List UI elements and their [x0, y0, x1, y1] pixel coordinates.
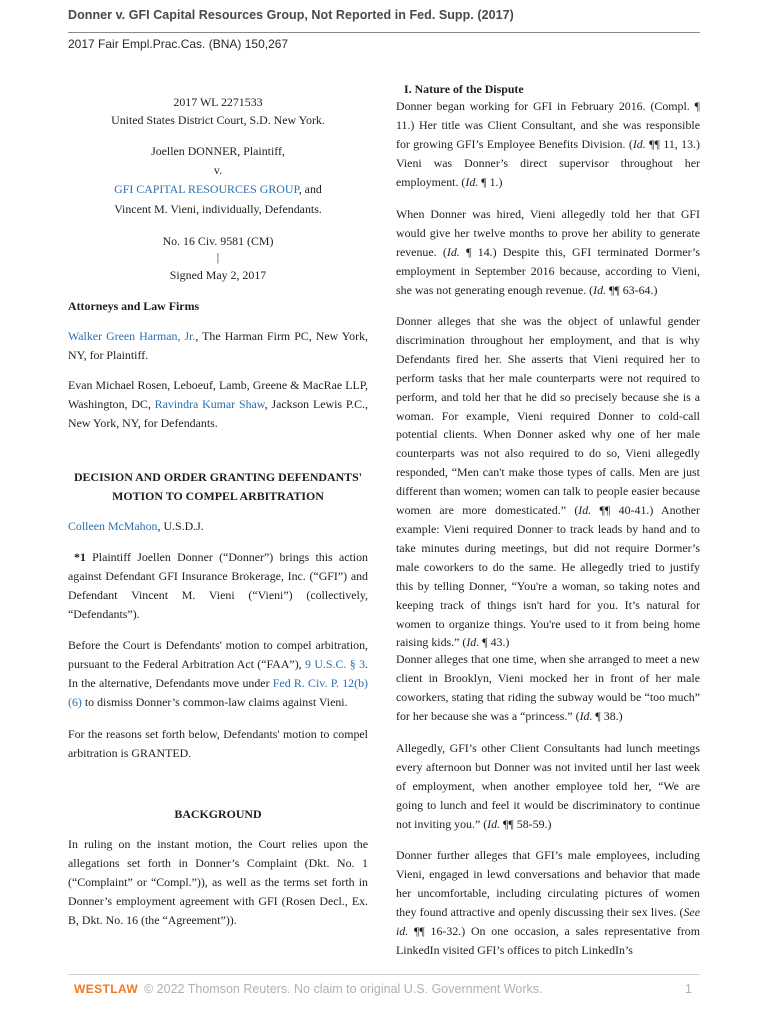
- westlaw-logo: WESTLAW: [74, 982, 139, 996]
- page-number: 1: [685, 982, 692, 996]
- defendant-vieni: Vincent M. Vieni, individually, Defendants.: [114, 202, 322, 216]
- nature-heading: I. Nature of the Dispute: [404, 82, 524, 96]
- star-page-marker: *1: [74, 550, 86, 564]
- nature-paragraph-5: Allegedly, GFI’s other Client Consultants had lunch meetings every afternoon but Donner was not invited until her last week of employment, when another employee told her, “We are going to lunch and feel it would be discriminatory to continue not inviting you.” (Id. ¶¶ 58-59.): [396, 741, 700, 831]
- background-heading: BACKGROUND: [174, 807, 262, 821]
- signed-date: Signed May 2, 2017: [169, 268, 267, 282]
- background-paragraph: In ruling on the instant motion, the Court relies upon the allegations set forth in Donner’s Complaint (Dkt. No. 1 (“Complaint” or “Compl.”)), as well as the terms set forth in Donner’s employment agreement with GFI (Rosen Decl., Ex. B, Dkt. No. 16 (the “Agreement”)).: [68, 837, 368, 927]
- versus-text: v.: [213, 163, 223, 177]
- defendant-gfi-link[interactable]: GFI CAPITAL RESOURCES GROUP: [114, 182, 299, 196]
- document-title: Donner v. GFI Capital Resources Group, Not Reported in Fed. Supp. (2017): [68, 8, 514, 22]
- decision-heading: DECISION AND ORDER GRANTING DEFENDANTS' MOTION TO COMPEL ARBITRATION: [73, 470, 363, 503]
- attorney-plaintiff: Walker Green Harman, Jr., The Harman Firm PC, New York, NY, for Plaintiff.: [68, 329, 369, 362]
- plaintiff-name: Joellen DONNER, Plaintiff,: [151, 144, 285, 158]
- decision-paragraph-1: *1 Plaintiff Joellen Donner (“Donner”) brings this action against Defendant GFI Insurance Brokerage, Inc. (“GFI”) and Defendant Vincent M. Vieni (“Vieni”) (collectively, “Defendants”).: [68, 550, 368, 621]
- judge-mcmahon-link[interactable]: Colleen McMahon: [68, 519, 158, 533]
- decision-paragraph-2: Before the Court is Defendants' motion to compel arbitration, pursuant to the Federal Arbitration Act (“FAA”), 9 U.S.C. § 3. In the alternative, Defendants move under Fed R. Civ. P. 12(b)(6) to dismiss Donner’s common-law claims against Vieni.: [68, 638, 368, 709]
- judge-line: Colleen McMahon, U.S.D.J.: [68, 519, 204, 533]
- frcp-citation-link[interactable]: Fed R. Civ. P. 12(b)(6): [68, 675, 368, 709]
- nature-paragraph-2: When Donner was hired, Vieni allegedly told her that GFI would give her twelve months to prove her ability to generate revenue. (Id. ¶ 14.) Despite this, GFI terminated Dormer’s employment in September 2016 because, according to Vieni, she was not generating enough revenue. (Id. ¶¶ 63-64.): [396, 207, 700, 297]
- attorney-shaw-link[interactable]: Ravindra Kumar Shaw: [154, 396, 265, 411]
- footer-divider: [68, 974, 700, 975]
- decision-paragraph-3: For the reasons set forth below, Defendants' motion to compel arbitration is GRANTED.: [68, 727, 368, 760]
- caption-separator: |: [216, 250, 220, 264]
- attorney-defendants: Evan Michael Rosen, Leboeuf, Lamb, Greene & MacRae LLP, Washington, DC, Ravindra Kumar Shaw, Jackson Lewis P.C., New York, NY, for Defendants.: [68, 378, 368, 430]
- usc-citation-link[interactable]: 9 U.S.C. § 3: [305, 656, 366, 671]
- nature-paragraph-3: Donner alleges that she was the object of unlawful gender discrimination throughout her employment, and that is why Defendants fired her. She asserts that Vieni required her to perform tasks that her male counterparts were not required to perform, and told her that he did so precisely because she is a woman. For example, Vieni required Donner to cold-call potential clients. When Donner asked why one of her male counterparts was not also required to do so, Vieni allegedly responded, “Men can't make those types of calls. Men are just different than women; women can talk to people easier because women are more domesticated.” (Id. ¶¶ 40-41.) Another example: Vieni required Donner to track leads by hand and to take minutes during meetings, but did not require Dormer’s male coworkers to do the same. He allegedly tried to justify this by telling Donner, “You're a woman, so taking notes and keeping track of things isn't hard for you. It’s natural for women to organize things. You're used to it from being home raising kids.” (Id. ¶ 43.): [396, 314, 700, 650]
- nature-paragraph-1: Donner began working for GFI in February 2016. (Compl. ¶ 11.) Her title was Client Consultant, and she was responsible for growing GFI’s Employee Benefits Division. (Id. ¶¶ 11, 13.) Vieni was Donner’s direct supervisor throughout her employment. (Id. ¶ 1.): [396, 99, 700, 189]
- docket-number: No. 16 Civ. 9581 (CM): [162, 234, 274, 248]
- attorney-harman-link[interactable]: Walker Green Harman, Jr.: [68, 329, 196, 343]
- reporter-citation: 2017 Fair Empl.Prac.Cas. (BNA) 150,267: [68, 37, 289, 51]
- page-footer: [68, 982, 700, 1000]
- nature-paragraph-4: Donner alleges that one time, when she arranged to meet a new client in Brooklyn, Vieni mocked her in front of her male coworkers, stating that riding the subway would be “too much” for her because she was a “princess.” (Id. ¶ 38.): [396, 652, 700, 723]
- header-divider: [68, 32, 700, 33]
- nature-paragraph-6: Donner further alleges that GFI’s male employees, including Vieni, engaged in lewd conversations and behavior that made her uncomfortable, including circulating pictures of women they found attractive and openly discussing their sex lives. (See id. ¶¶ 16-32.) On one occasion, a sales representative from LinkedIn visited GFI’s offices to pitch LinkedIn’s: [396, 848, 700, 957]
- defendant-line: GFI CAPITAL RESOURCES GROUP, and: [114, 182, 322, 196]
- attorneys-heading: Attorneys and Law Firms: [68, 299, 200, 313]
- westlaw-citation: 2017 WL 2271533: [173, 95, 263, 109]
- copyright-notice: © 2022 Thomson Reuters. No claim to original U.S. Government Works.: [144, 982, 543, 996]
- court-name: United States District Court, S.D. New York.: [111, 113, 325, 127]
